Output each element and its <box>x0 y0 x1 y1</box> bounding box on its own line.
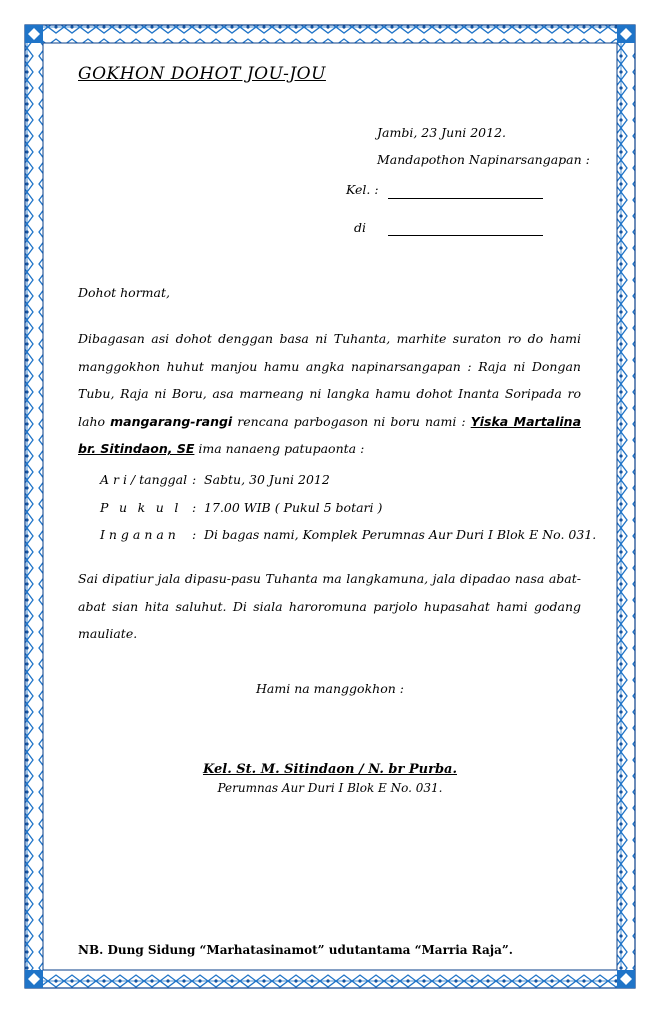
di-label: di <box>354 220 366 235</box>
event-row-time <box>100 494 596 522</box>
invitation-paragraph <box>78 325 581 463</box>
event-label: A r i / tanggal <box>100 472 188 487</box>
salutation: Dohot hormat, <box>78 285 170 300</box>
event-colon: : <box>192 499 197 515</box>
di-blank <box>388 234 543 236</box>
event-colon: : <box>192 472 197 487</box>
emphasis-text: mangarang-rangi <box>110 413 233 429</box>
event-value: 17.00 WIB ( Pukul 5 botari ) <box>204 499 383 515</box>
sender-name: Kel. St. M. Sitindaon / N. br Purba. <box>202 762 457 777</box>
date-recipient-block <box>377 119 590 173</box>
event-label: I n g a n a n <box>100 527 176 542</box>
event-row-date <box>100 466 596 494</box>
paragraph-text-end: ima nanaeng patupaonta : <box>194 441 365 456</box>
letter-title: GOKHON DOHOT JOU-JOU <box>78 64 326 84</box>
sender-address: Perumnas Aur Duri I Blok E No. 031. <box>217 781 443 795</box>
place-date: Jambi, 23 Juni 2012. <box>377 125 507 140</box>
bride-name: Yiska Martalina br. Sitindaon, SE <box>78 413 582 456</box>
event-value: Di bagas nami, Komplek Perumnas Aur Duri I Blok E No. 031. <box>204 527 597 542</box>
paragraph-text-cont: rencana parbogason ni boru nami : <box>232 413 471 429</box>
event-row-place <box>100 521 596 549</box>
recipient-intro: Mandapothon Napinarsangapan : <box>377 152 590 167</box>
kel-label: Kel. : <box>346 182 379 197</box>
event-label: P u k u l <box>100 499 182 515</box>
closing-paragraph: Sai dipatiur jala dipasu-pasu Tuhanta ma langkamuna, jala dipadao nasa abat-abat sian hita saluhut. Di siala haroromuna parjolo hupasahat hami godang mauliate. <box>78 571 581 641</box>
kel-blank <box>388 197 543 199</box>
sender-intro: Hami na manggokhon : <box>256 681 404 696</box>
event-value: Sabtu, 30 Juni 2012 <box>204 472 330 487</box>
kel-line <box>346 182 379 197</box>
paragraph-text: Dibagasan asi dohot denggan basa ni Tuhanta, marhite suraton ro do hami manggokhon huhut manjou hamu angka napinarsangapan : Raja ni Dongan Tubu, Raja ni Boru, asa marneang ni langka hamu dohot Inanta Soripada ro laho <box>78 331 581 429</box>
di-line <box>354 220 366 235</box>
event-colon: : <box>192 527 197 542</box>
footer-note: NB. Dung Sidung “Marhatasinamot” udutantama “Marria Raja”. <box>78 943 513 957</box>
event-details <box>100 466 596 549</box>
